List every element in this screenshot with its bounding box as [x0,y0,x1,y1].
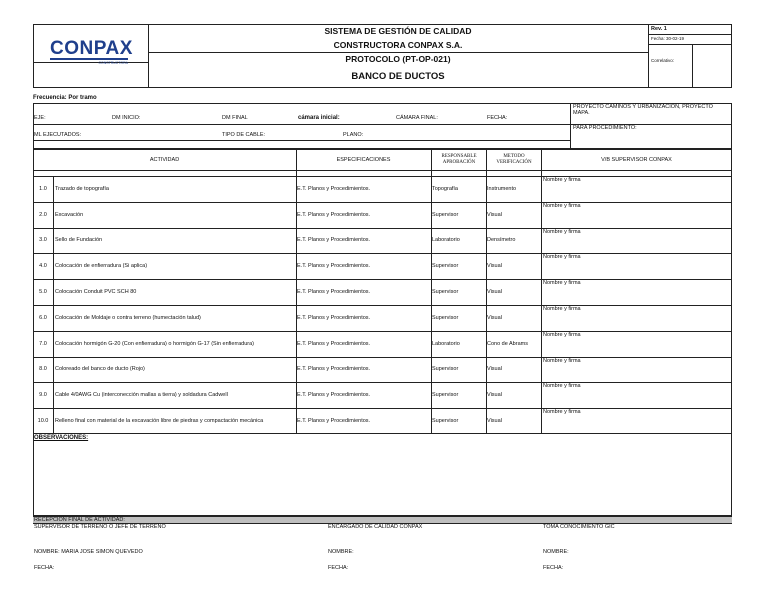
row-number: 2.0 [39,211,47,218]
para-procedimiento-label: PARA PROCEDIMIENTO: [573,125,637,131]
document-title: BANCO DE DUCTOS [351,71,445,82]
plano-label: PLANO: [343,132,364,138]
reception-header-bar [33,516,732,523]
row-method: Visual [487,392,502,399]
row-method: Visual [487,211,502,218]
row-number: 10.0 [37,418,49,425]
row-method: Densímetro [487,237,516,244]
row-method: Visual [487,314,502,321]
row-specification: E.T. Planos y Procedimientos. [297,418,371,425]
tipo-cable-label: TIPO DE CABLE: [222,132,266,138]
row-activity: Colocación Conduit PVC SCH 80 [55,289,137,296]
row-responsible: Supervisor [432,418,459,425]
row-activity: Trazado de topografía [55,185,109,192]
row-responsible: Supervisor [432,289,459,296]
header-vb-supervisor: V/B SUPERVISOR CONPAX [601,156,672,163]
row-number: 1.0 [39,185,47,192]
row-method: Visual [487,289,502,296]
project-label: PROYECTO CAMINOS Y URBANIZACIÓN, PROYECTO MAPA. [573,104,713,116]
row-responsible: Supervisor [432,392,459,399]
row-responsible: Supervisor [432,211,459,218]
row-signature-label: Nombre y firma [543,254,581,261]
fecha-supervisor: FECHA: [34,565,55,571]
observations-block [33,433,732,516]
row-activity: Coloreado del banco de ducto (Rojo) [55,366,145,373]
row-method: Visual [487,366,502,373]
reception-title: RECEPCION FINAL DE ACTIVIDAD: [34,517,125,523]
system-title: SISTEMA DE GESTIÓN DE CALIDAD [324,26,472,36]
protocol-code: PROTOCOLO (PT-OP-021) [345,54,451,64]
row-specification: E.T. Planos y Procedimientos. [297,211,371,218]
row-number: 8.0 [39,366,47,373]
row-specification: E.T. Planos y Procedimientos. [297,366,371,373]
row-activity: Sello de Fundación [55,237,103,244]
row-activity: Excavación [55,211,84,218]
header-responsable: RESPONSABLE APROBACIÓN [441,153,477,165]
row-signature-label: Nombre y firma [543,357,581,364]
row-method: Visual [487,263,502,270]
row-responsible: Supervisor [432,366,459,373]
row-specification: E.T. Planos y Procedimientos. [297,314,371,321]
row-specification: E.T. Planos y Procedimientos. [297,392,371,399]
row-number: 9.0 [39,392,47,399]
camara-inicial-label: cámara inicial: [298,115,340,121]
row-number: 3.0 [39,237,47,244]
encargado-calidad-label: ENCARGADO DE CALIDAD CONPAX [328,524,423,530]
fecha-label: FECHA: [487,115,508,121]
nombre-supervisor: NOMBRE: MARIA JOSE SIMON QUEVEDO [34,549,143,555]
row-signature-label: Nombre y firma [543,228,581,235]
row-activity: Cable 4/0AWG Cu (interconección mallas a tierra) y soldadura Cadwell [55,392,228,399]
company-logo [50,38,140,65]
row-responsible: Laboratorio [432,340,460,347]
header-actividad: ACTIVIDAD [149,156,180,163]
row-number: 6.0 [39,314,47,321]
row-specification: E.T. Planos y Procedimientos. [297,289,371,296]
row-responsible: Supervisor [432,314,459,321]
eje-label: EJE: [34,115,46,121]
row-number: 5.0 [39,289,47,296]
row-number: 7.0 [39,340,47,347]
row-signature-label: Nombre y firma [543,202,581,209]
row-activity: Relleno final con material de la excavación libre de piedras y compactación mecánica [55,418,264,425]
row-signature-label: Nombre y firma [543,306,581,312]
header-date: Fecha: 30-02-19 [651,36,685,41]
observations-label: OBSERVACIONES: [34,435,89,441]
logo-subtext: CONSTRUCTORA [98,61,128,65]
row-signature-label: Nombre y firma [543,280,581,287]
row-method: Visual [487,418,502,425]
ml-ejecutados-label: ML EJECUTADOS: [34,132,82,138]
row-activity: Colocación hormigón G-20 (Con enfierradura) o hormigón G-17 (Sin enfierradura) [55,340,255,347]
header-especificaciones: ESPECIFICACIONES [336,156,391,163]
row-responsible: Topografía [432,185,458,192]
row-method: Instrumento [487,185,517,192]
fecha-encargado: FECHA: [328,565,349,571]
logo-text: CONPAX [50,38,133,59]
nombre-gic: NOMBRE: [543,549,569,555]
correlativo-label: Correlativo: [651,58,675,63]
row-number: 4.0 [39,263,47,270]
dm-inicio-label: DM INICIO: [112,115,141,121]
row-activity: Colocación de Moldaje o contra terreno (humectación talud) [55,314,201,321]
row-signature-label: Nombre y firma [543,177,581,183]
row-responsible: Laboratorio [432,237,460,244]
row-signature-label: Nombre y firma [543,383,581,390]
row-activity: Colocación de enfierradura (Si aplica) [55,263,148,270]
toma-conocimiento-label: TOMA CONOCIMIENTO GIC [543,524,615,530]
header-metodo: METODO VERIFICACIÓN [496,153,532,165]
frequency-label: Frecuencia: Por tramo [33,95,97,101]
row-specification: E.T. Planos y Procedimientos. [297,237,371,244]
camara-final-label: CÁMARA FINAL: [396,115,438,121]
row-responsible: Supervisor [432,263,459,270]
fecha-gic: FECHA: [543,565,564,571]
row-specification: E.T. Planos y Procedimientos. [297,263,371,270]
row-method: Cono de Abrams [487,340,528,347]
supervisor-terreno-label: SUPERVISOR DE TERRENO O JEFE DE TERRENO [34,524,166,530]
nombre-encargado: NOMBRE: [328,549,354,555]
dm-final-label: DM FINAL [222,115,248,121]
company-title: CONSTRUCTORA CONPAX S.A. [333,40,463,50]
row-signature-label: Nombre y firma [543,409,581,416]
row-specification: E.T. Planos y Procedimientos. [297,340,371,347]
row-specification: E.T. Planos y Procedimientos. [297,185,371,192]
revision-label: Rev. 1 [651,26,667,32]
row-signature-label: Nombre y firma [543,331,581,338]
